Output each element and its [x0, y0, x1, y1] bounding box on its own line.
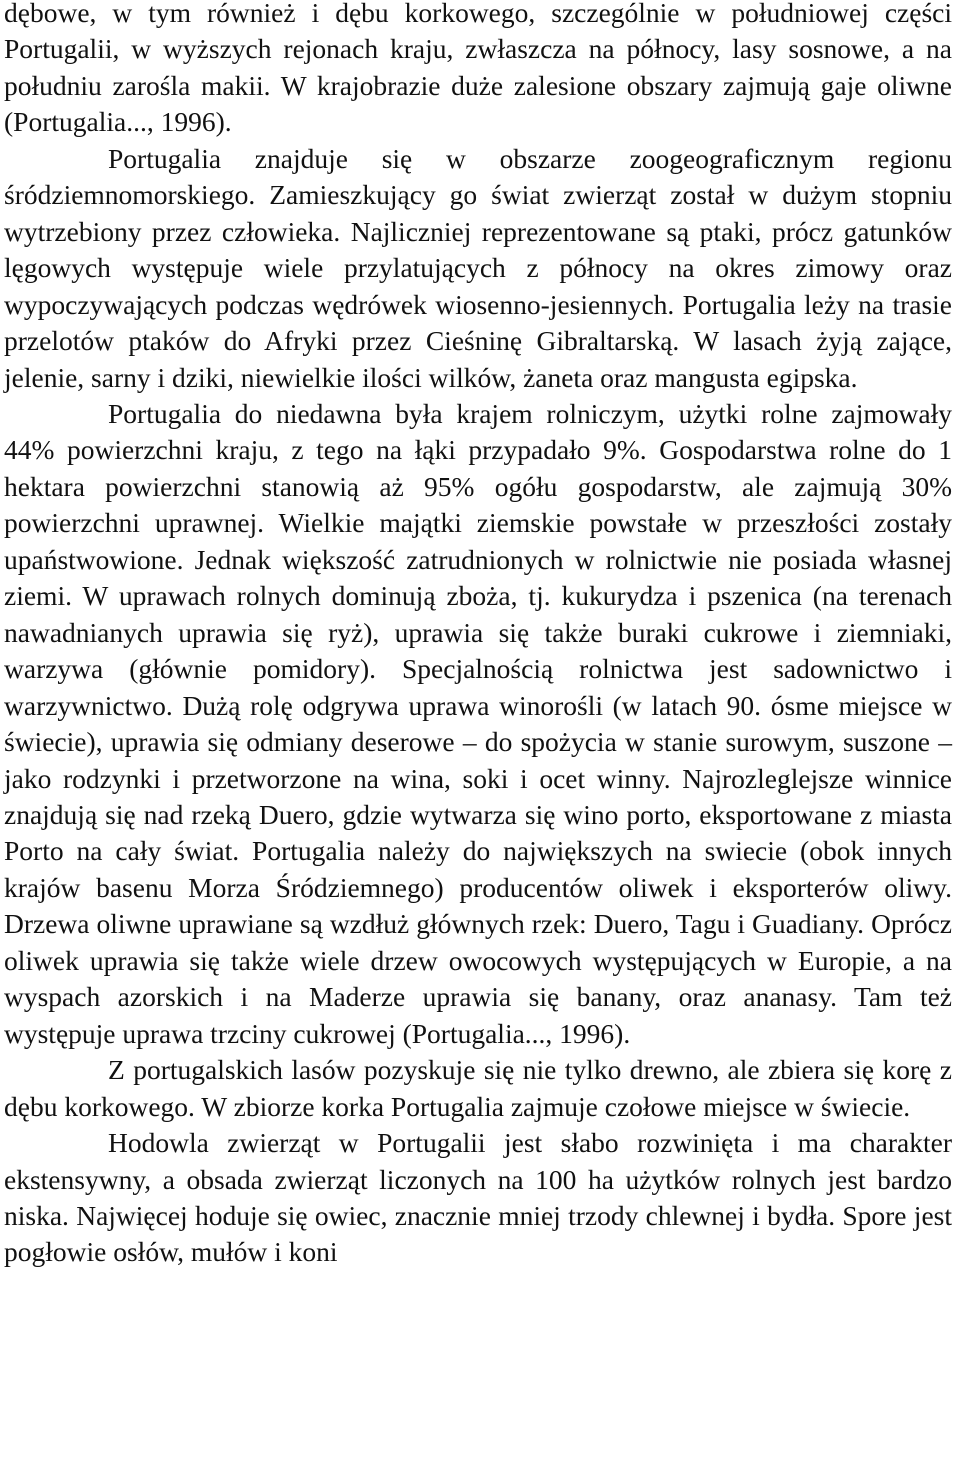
- paragraph-oak-forests: dębowe, w tym również i dębu korkowego, szczególnie w południowej części Portugalii, w wyższych rejonach kraju, zwłaszcza na północy, lasy sosnowe, a na południu zarośla makii. W krajobrazie duże zalesione obszary zajmują gaje oliwne (Portugalia..., 1996).: [4, 0, 952, 138]
- document-body: [4, 0, 952, 1271]
- paragraph-fauna: Portugalia znajduje się w obszarze zoogeograficznym regionu śródziemnomorskiego. Zamieszkujący go świat zwierząt został w dużym stopniu wytrzebiony przez człowieka. Najliczniej reprezentowane są ptaki, prócz gatunków lęgowych występuje wiele przylatujących z północy na okres zimowy oraz wypoczywających podczas wędrówek wiosenno-jesiennych. Portugalia leży na trasie przelotów ptaków do Afryki przez Cieśninę Gibraltarską. W lasach żyją zające, jelenie, sarny i dziki, niewielkie ilości wilków, żaneta oraz mangusta egipska.: [4, 142, 952, 393]
- paragraph-livestock: Hodowla zwierząt w Portugalii jest słabo rozwinięta i ma charakter ekstensywny, a obsada zwierząt liczonych na 100 ha użytków rolnych jest bardzo niska. Najwięcej hoduje się owiec, znacznie mniej trzody chlewnej i bydła. Spore jest pogłowie osłów, mułów i koni: [4, 1127, 952, 1268]
- paragraph-agriculture: Portugalia do niedawna była krajem rolniczym, użytki rolne zajmowały 44% powierzchni kraju, z tego na łąki przypadało 9%. Gospodarstwa rolne do 1 hektara powierzchni stanowią aż 95% ogółu gospodarstw, ale zajmują 30% powierzchni uprawnej. Wielkie majątki ziemskie powstałe w przeszłości zostały upaństwowione. Jednak większość zatrudnionych w rolnictwie nie posiada własnej ziemi. W uprawach rolnych dominują zboża, tj. kukurydza i pszenica (na terenach nawadnianych uprawia się ryż), uprawia się także buraki cukrowe i ziemniaki, warzywa (głównie pomidory). Specjalnością rolnictwa jest sadownictwo i warzywnictwo. Dużą rolę odgrywa uprawa winorośli (w latach 90. ósme miejsce w świecie), uprawia się odmiany deserowe – do spożycia w stanie surowym, suszone – jako rodzynki i przetworzone na wina, soki i ocet winny. Najrozleglejsze winnice znajdują się nad rzeką Duero, gdzie wytwarza się wino porto, eksportowane z miasta Porto na cały świat. Portugalia należy do największych na swiecie (obok innych krajów basenu Morza Śródziemnego) producentów oliwek i eksporterów oliwy. Drzewa oliwne uprawiane są wzdłuż głównych rzek: Duero, Tagu i Guadiany. Oprócz oliwek uprawia się także wiele drzew owocowych występujących w Europie, a na wyspach azorskich i na Maderze uprawia się banany, oraz ananasy. Tam też występuje uprawa trzciny cukrowej (Portugalia..., 1996).: [4, 397, 952, 1049]
- paragraph-cork: Z portugalskich lasów pozyskuje się nie tylko drewno, ale zbiera się korę z dębu korkowego. W zbiorze korka Portugalia zajmuje czołowe miejsce w świecie.: [4, 1054, 952, 1122]
